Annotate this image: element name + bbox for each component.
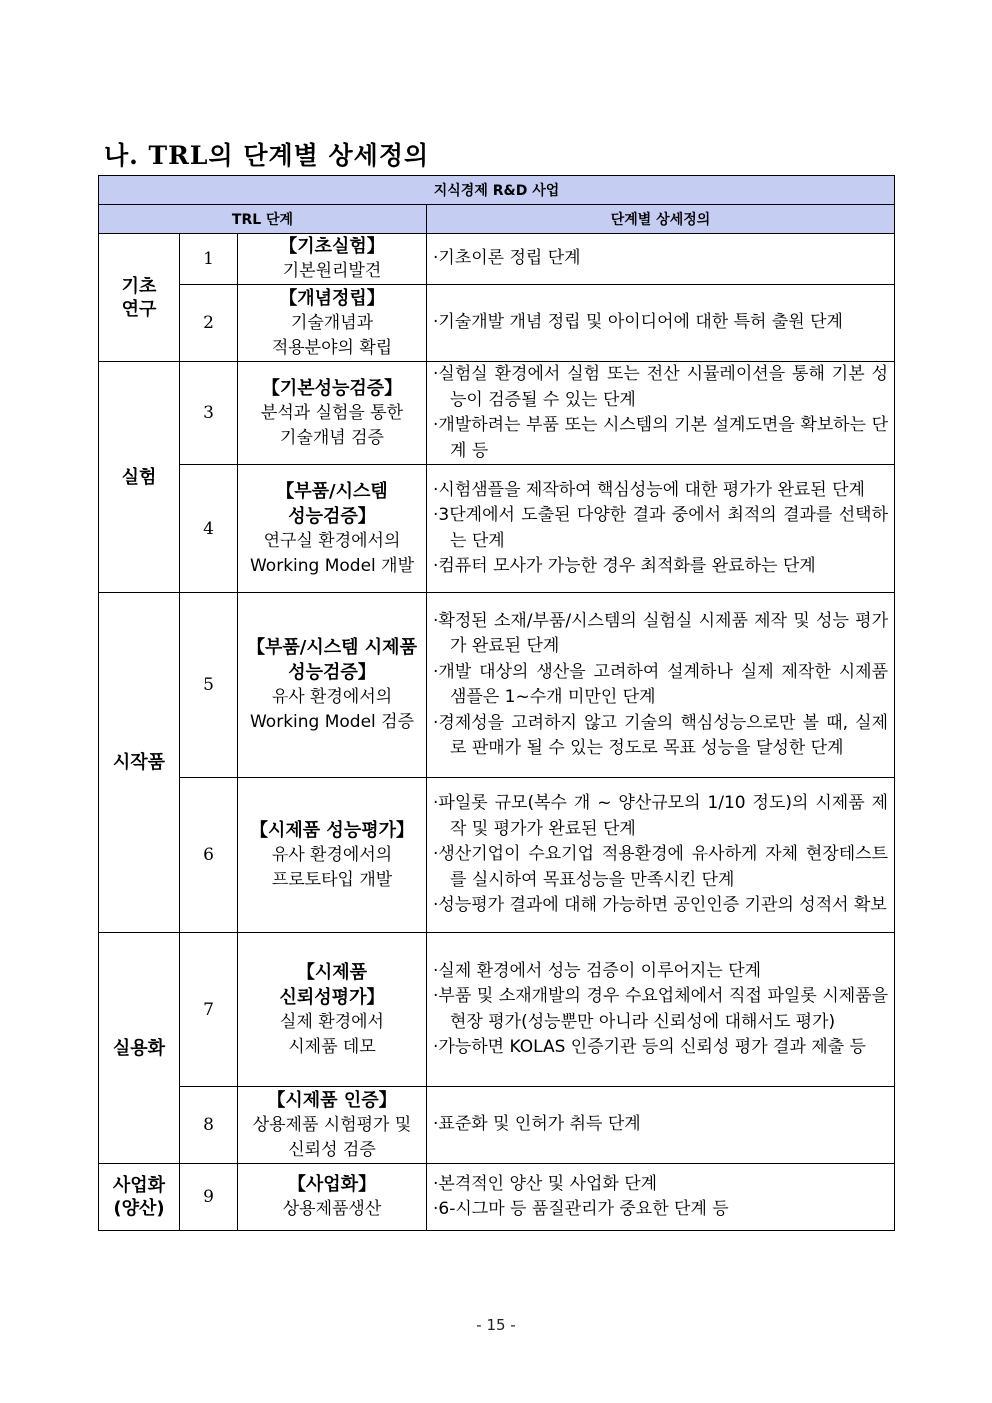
level-number: 3 bbox=[180, 362, 238, 465]
level-title: 성능검증】 bbox=[288, 505, 376, 527]
level-description: 상용제품 시험평가 및 bbox=[252, 1114, 412, 1135]
category-cell bbox=[99, 362, 180, 593]
definition-item: ·기술개발 개념 정립 및 아이디어에 대한 특허 출원 단계 bbox=[433, 312, 843, 333]
definition-cell bbox=[427, 593, 895, 778]
category-label-line: 실험 bbox=[121, 466, 157, 488]
definition-cell bbox=[427, 234, 895, 285]
level-description: 유사 환경에서의 bbox=[271, 844, 393, 865]
level-title: 【기초실험】 bbox=[279, 236, 385, 257]
level-description: 적용분야의 확립 bbox=[271, 337, 393, 358]
level-title: 【시제품 인증】 bbox=[267, 1089, 397, 1111]
definition-item: ·개발 대상의 생산을 고려하여 설계하나 실제 제작한 시제품 샘플은 1~수개 미만인 단계 bbox=[433, 661, 889, 707]
level-name-cell bbox=[238, 285, 427, 362]
definition-item: ·성능평가 결과에 대해 가능하면 공인인증 기관의 성적서 확보 bbox=[433, 895, 887, 916]
definition-item: ·가능하면 KOLAS 인증기관 등의 신뢰성 평가 결과 제출 등 bbox=[433, 1037, 866, 1057]
level-title: 【부품/시스템 시제품 bbox=[247, 637, 417, 658]
page-number: - 15 - bbox=[476, 1316, 516, 1334]
definition-cell bbox=[427, 1087, 895, 1164]
definition-item: ·실제 환경에서 성능 검증이 이루어지는 단계 bbox=[433, 960, 762, 981]
definition-item: ·6-시그마 등 품질관리가 중요한 단계 등 bbox=[433, 1199, 729, 1219]
level-title: 【기본성능검증】 bbox=[261, 377, 403, 399]
level-title: 【시제품 성능평가】 bbox=[250, 819, 414, 841]
definition-item: ·확정된 소재/부품/시스템의 실험실 시제품 제작 및 성능 평가가 완료된 단계 bbox=[433, 610, 889, 656]
header-trl-level: TRL 단계 bbox=[99, 205, 427, 234]
table-row bbox=[99, 362, 895, 465]
level-number: 7 bbox=[180, 933, 238, 1087]
level-description: 기본원리발견 bbox=[282, 261, 382, 281]
level-title: 【시제품 bbox=[296, 961, 368, 983]
definition-item: ·컴퓨터 모사가 가능한 경우 최적화를 완료하는 단계 bbox=[433, 556, 816, 576]
level-title: 【사업화】 bbox=[287, 1174, 377, 1195]
definition-item: ·표준화 및 인허가 취득 단계 bbox=[433, 1114, 641, 1135]
level-description: Working Model 개발 bbox=[249, 555, 415, 576]
trl-table bbox=[98, 175, 895, 1231]
table-row bbox=[99, 1164, 895, 1231]
category-label-line: 시작품 bbox=[112, 752, 166, 773]
table-header-top-row bbox=[99, 176, 895, 205]
level-name-cell bbox=[238, 593, 427, 778]
section-title: 나. TRL의 단계별 상세정의 bbox=[104, 141, 430, 170]
definition-item: ·경제성을 고려하지 않고 기술의 핵심성능으로만 볼 때, 실제로 판매가 될 수 있는 정도로 목표 성능을 달성한 단계 bbox=[433, 712, 889, 758]
definition-item: ·시험샘플을 제작하여 핵심성능에 대한 평가가 완료된 단계 bbox=[433, 479, 865, 500]
level-description: 유사 환경에서의 bbox=[271, 687, 393, 707]
level-description: Working Model 검증 bbox=[249, 712, 415, 732]
definition-item: ·기초이론 정립 단계 bbox=[433, 248, 581, 269]
definition-cell bbox=[427, 285, 895, 362]
level-description: 상용제품생산 bbox=[282, 1199, 382, 1219]
table-row bbox=[99, 778, 895, 933]
category-label-line: 연구 bbox=[121, 298, 157, 320]
definition-item: ·파일롯 규모(복수 개 ~ 양산규모의 1/10 정도)의 시제품 제작 및 평가가 완료된 단계 bbox=[433, 793, 889, 839]
table-row bbox=[99, 1087, 895, 1164]
definition-cell bbox=[427, 933, 895, 1087]
definition-cell bbox=[427, 465, 895, 593]
level-description: 실제 환경에서 bbox=[280, 1011, 384, 1032]
definition-item: ·실험실 환경에서 실험 또는 전산 시뮬레이션을 통해 기본 성능이 검증될 수 있는 단계 bbox=[433, 364, 889, 410]
definition-item: ·부품 및 소재개발의 경우 수요업체에서 직접 파일롯 시제품을 현장 평가(성능뿐만 아니라 신뢰성에 대해서도 평가) bbox=[433, 986, 889, 1032]
level-name-cell bbox=[238, 362, 427, 465]
level-name-cell bbox=[238, 778, 427, 933]
level-title: 성능검증】 bbox=[288, 662, 376, 683]
category-label-line: (양산) bbox=[113, 1198, 165, 1219]
table-header-row bbox=[99, 205, 895, 234]
table-row bbox=[99, 465, 895, 593]
level-number: 1 bbox=[180, 234, 238, 285]
level-title: 【부품/시스템 bbox=[276, 480, 388, 502]
definition-cell bbox=[427, 362, 895, 465]
level-name-cell bbox=[238, 234, 427, 285]
definition-cell bbox=[427, 778, 895, 933]
level-description: 분석과 실험을 통한 bbox=[260, 402, 404, 423]
category-cell bbox=[99, 593, 180, 933]
definition-item: ·생산기업이 수요기업 적용환경에 유사하게 자체 현장테스트를 실시하여 목표성능을 만족시킨 단계 bbox=[433, 844, 889, 890]
table-row bbox=[99, 285, 895, 362]
level-description: 프로토타입 개발 bbox=[271, 869, 393, 890]
level-title: 신뢰성평가】 bbox=[279, 986, 385, 1008]
level-name-cell bbox=[238, 1164, 427, 1231]
level-number: 4 bbox=[180, 465, 238, 593]
category-cell bbox=[99, 1164, 180, 1231]
level-description: 기술개념과 bbox=[290, 312, 374, 333]
level-title: 【개념정립】 bbox=[279, 287, 385, 309]
level-name-cell bbox=[238, 1087, 427, 1164]
category-label-line: 기초 bbox=[121, 275, 157, 297]
category-cell bbox=[99, 234, 180, 362]
category-label-line: 실용화 bbox=[112, 1037, 166, 1059]
definition-item: ·3단계에서 도출된 다양한 결과 중에서 최적의 결과를 선택하는 단계 bbox=[433, 505, 889, 551]
definition-item: ·본격적인 양산 및 사업화 단계 bbox=[433, 1173, 658, 1194]
level-number: 9 bbox=[180, 1164, 238, 1231]
level-description: 신뢰성 검증 bbox=[288, 1139, 376, 1160]
header-top: 지식경제 R&D 사업 bbox=[99, 176, 895, 205]
level-description: 기술개념 검증 bbox=[280, 427, 384, 448]
table-row bbox=[99, 234, 895, 285]
category-label-line: 사업화 bbox=[112, 1175, 166, 1196]
header-definition: 단계별 상세정의 bbox=[427, 205, 895, 234]
level-name-cell bbox=[238, 465, 427, 593]
category-cell bbox=[99, 933, 180, 1164]
level-description: 연구실 환경에서의 bbox=[263, 530, 401, 551]
definition-item: ·개발하려는 부품 또는 시스템의 기본 설계도면을 확보하는 단계 등 bbox=[433, 415, 889, 461]
level-number: 6 bbox=[180, 778, 238, 933]
level-number: 2 bbox=[180, 285, 238, 362]
level-description: 시제품 데모 bbox=[288, 1036, 376, 1057]
level-number: 5 bbox=[180, 593, 238, 778]
level-name-cell bbox=[238, 933, 427, 1087]
definition-cell bbox=[427, 1164, 895, 1231]
table-row bbox=[99, 593, 895, 778]
level-number: 8 bbox=[180, 1087, 238, 1164]
table-row bbox=[99, 933, 895, 1087]
